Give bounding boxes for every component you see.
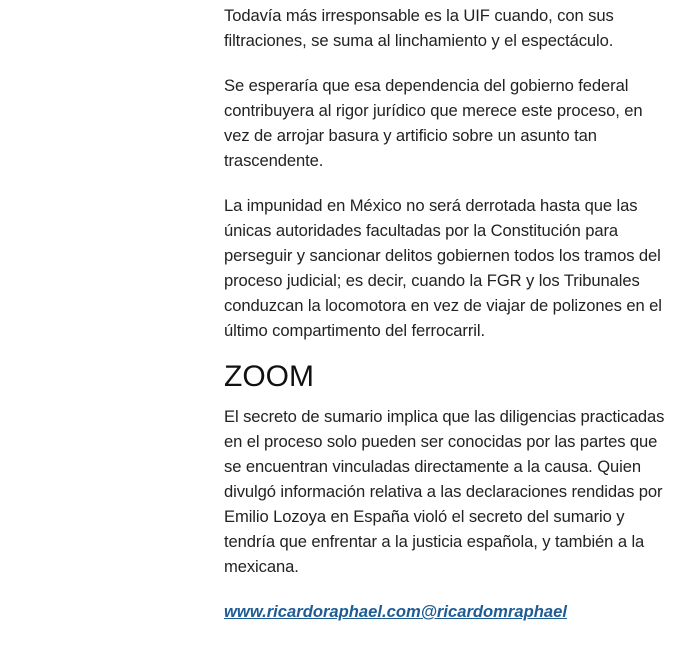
section-heading-zoom: ZOOM	[224, 360, 314, 393]
paragraph-impunidad: La impunidad en México no será derrotada hasta que las únicas autoridades facultadas por la Constitución para perseguir y sancionar delitos gobiernen todos los tramos del proceso judicial; es decir, cuando la FGR y los Tribunales conduzcan la locomotora en vez de viajar de polizones en el último compartimento del ferrocarril.	[224, 196, 662, 340]
paragraph-dependencia: Se esperaría que esa dependencia del gobierno federal contribuyera al rigor jurídico que merece este proceso, en vez de arrojar basura y artificio sobre un asunto tan trascendente.	[224, 76, 643, 170]
author-links	[224, 599, 672, 624]
paragraph-uif: Todavía más irresponsable es la UIF cuando, con sus filtraciones, se suma al linchamiento y el espectáculo.	[224, 6, 614, 50]
website-link[interactable]: www.ricardoraphael.com	[224, 602, 421, 621]
twitter-handle-link[interactable]: @ricardomraphael	[420, 602, 567, 621]
paragraph-secreto-sumario: El secreto de sumario implica que las diligencias practicadas en el proceso solo pueden ser conocidas por las partes que se encuentran vinculadas directamente a la causa. Quien divulgó información relativa a las declaraciones rendidas por Emilio Lozoya en España violó el secreto del sumario y tendría que enfrentar a la justicia española, y también a la mexicana.	[224, 407, 665, 576]
article-body	[224, 3, 672, 624]
